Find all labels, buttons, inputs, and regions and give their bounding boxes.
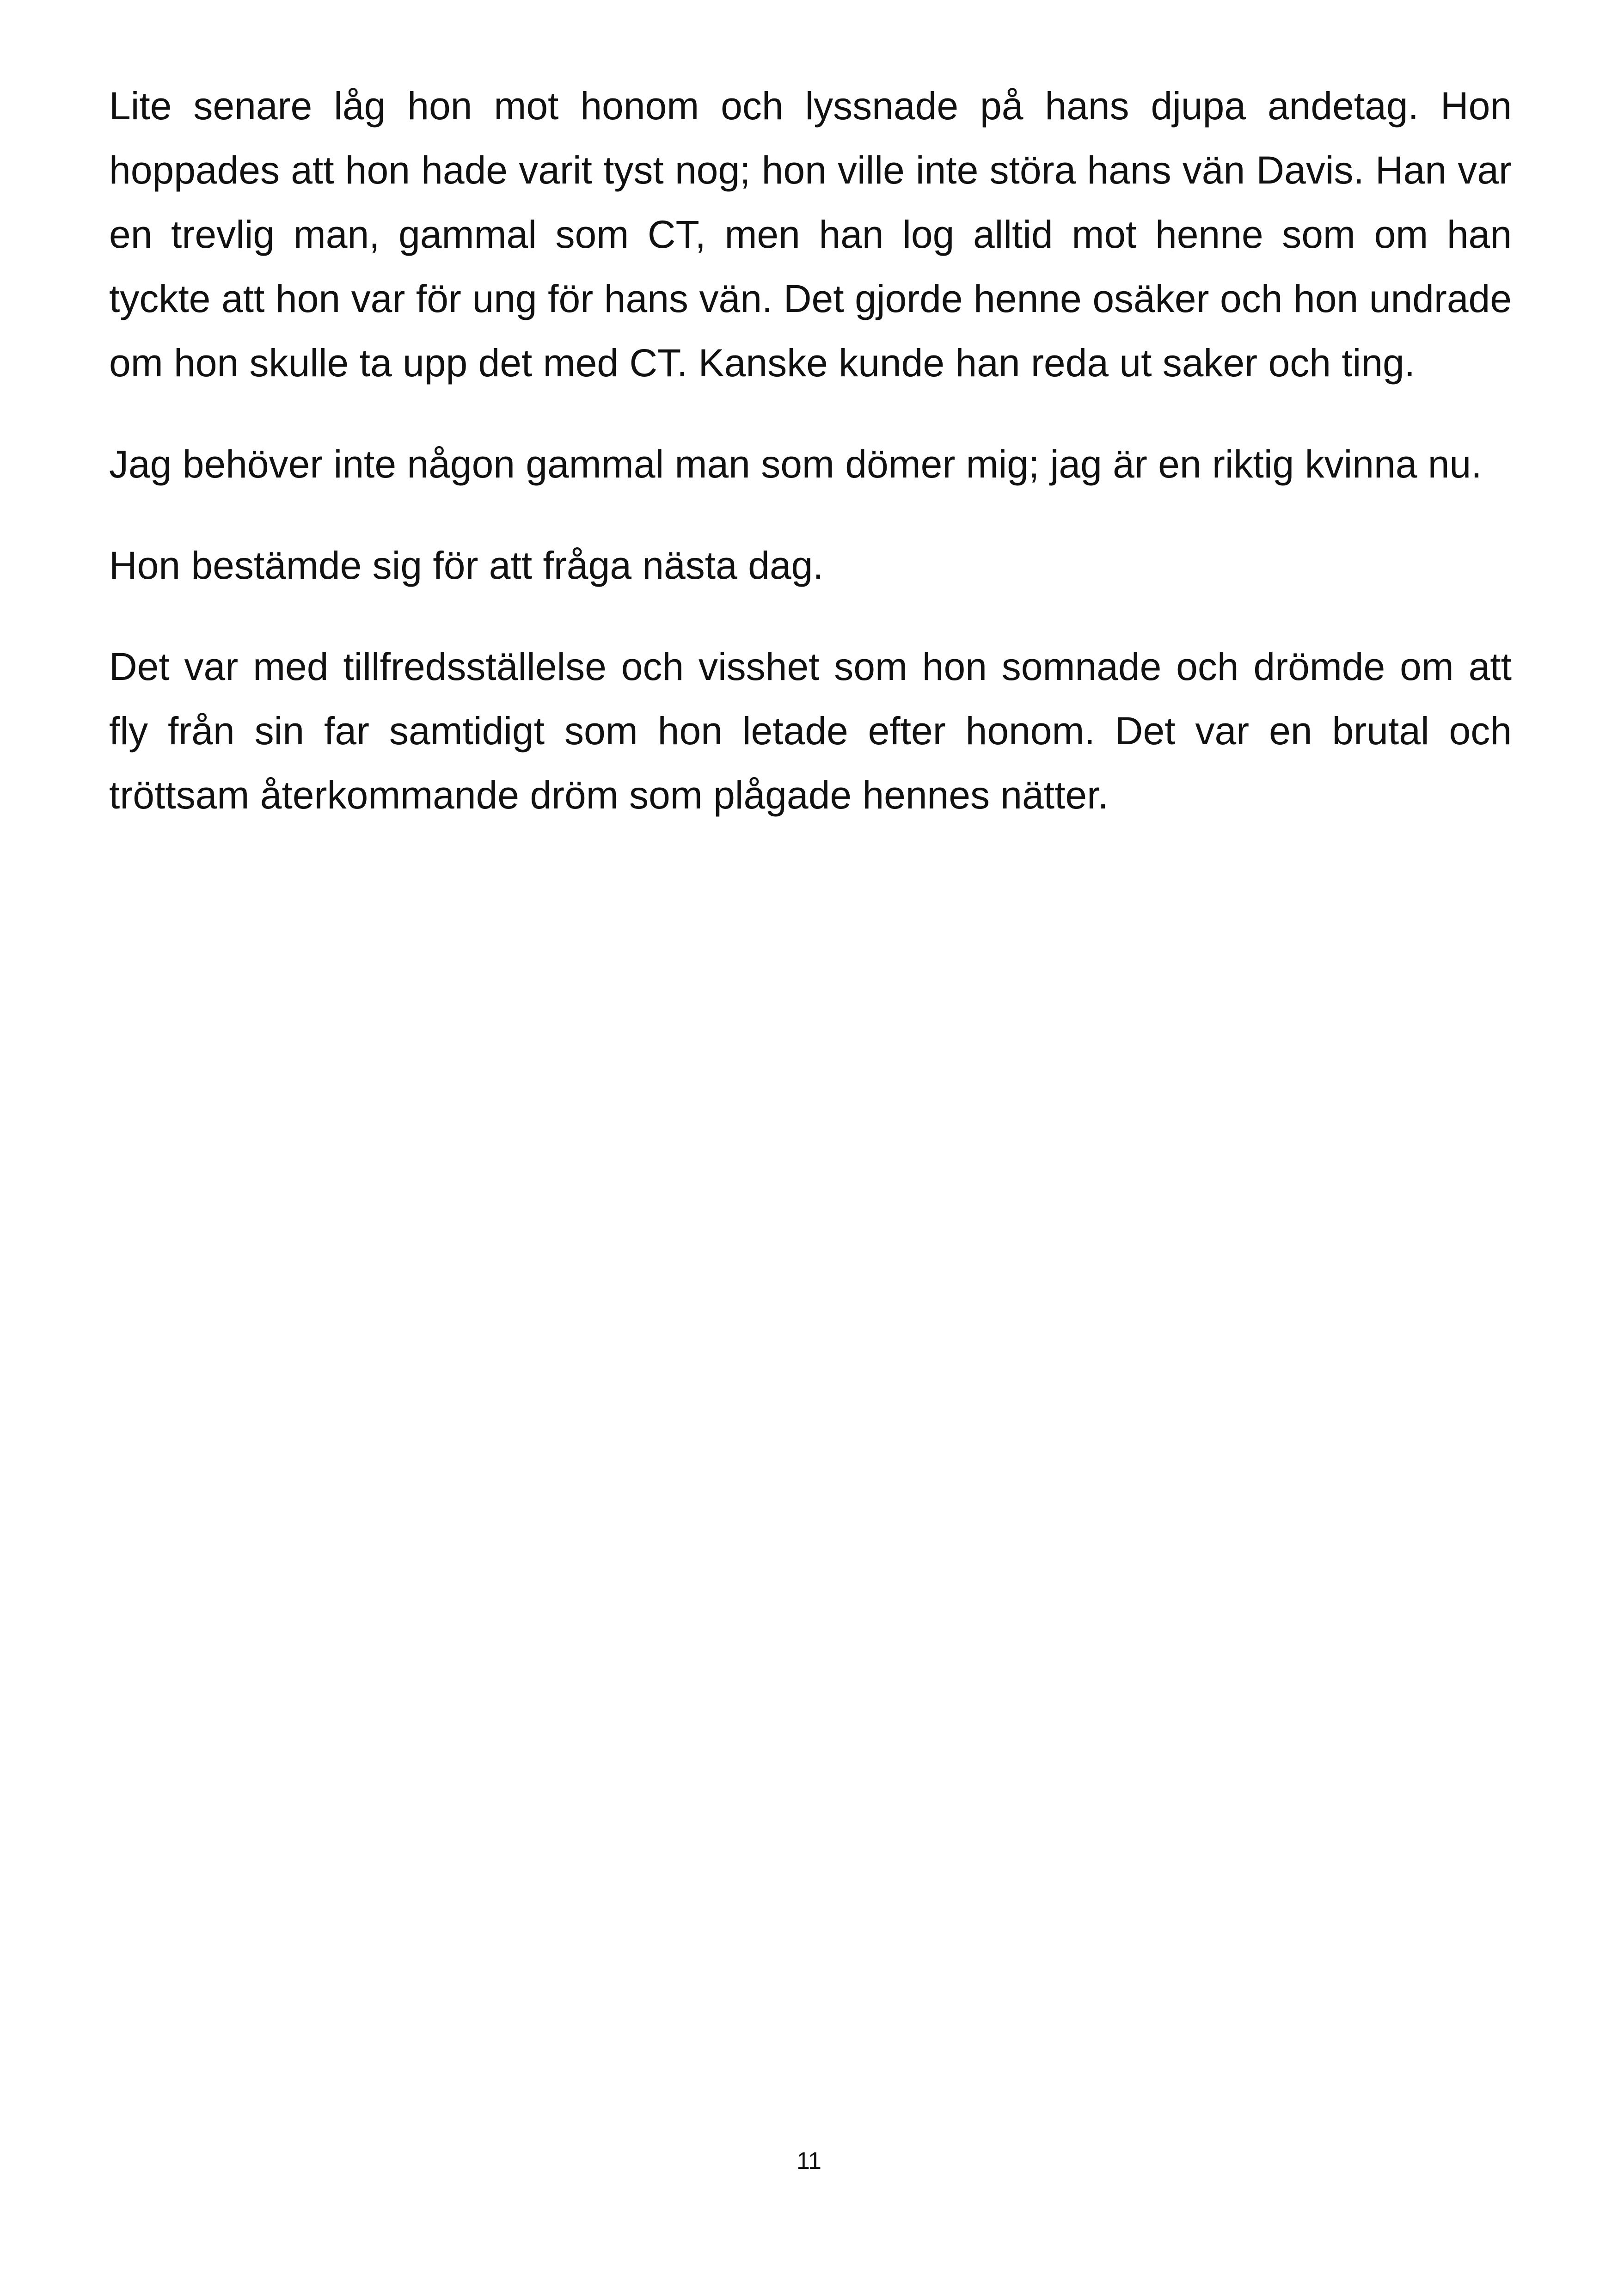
paragraph-2: Jag behöver inte någon gammal man som dömer mig; jag är en riktig kvinna nu. (109, 442, 1482, 486)
paragraph-4: Det var med tillfredsställelse och visshet som hon somnade och drömde om att fly från sin far samtidigt som hon letade efter honom. Det var en brutal och tröttsam återkommande dröm som plågade hennes nätter. (109, 645, 1512, 817)
body-text (109, 74, 1512, 827)
paragraph-3: Hon bestämde sig för att fråga nästa dag. (109, 544, 824, 587)
page-number: 11 (797, 2148, 821, 2174)
paragraph-1: Lite senare låg hon mot honom och lyssnade på hans djupa andetag. Hon hoppades att hon hade varit tyst nog; hon ville inte störa hans vän Davis. Han var en trevlig man, gammal som CT, men han log alltid mot henne som om han tyckte att hon var för ung för hans vän. Det gjorde henne osäker och hon undrade om hon skulle ta upp det med CT. Kanske kunde han reda ut saker och ting. (109, 84, 1512, 385)
